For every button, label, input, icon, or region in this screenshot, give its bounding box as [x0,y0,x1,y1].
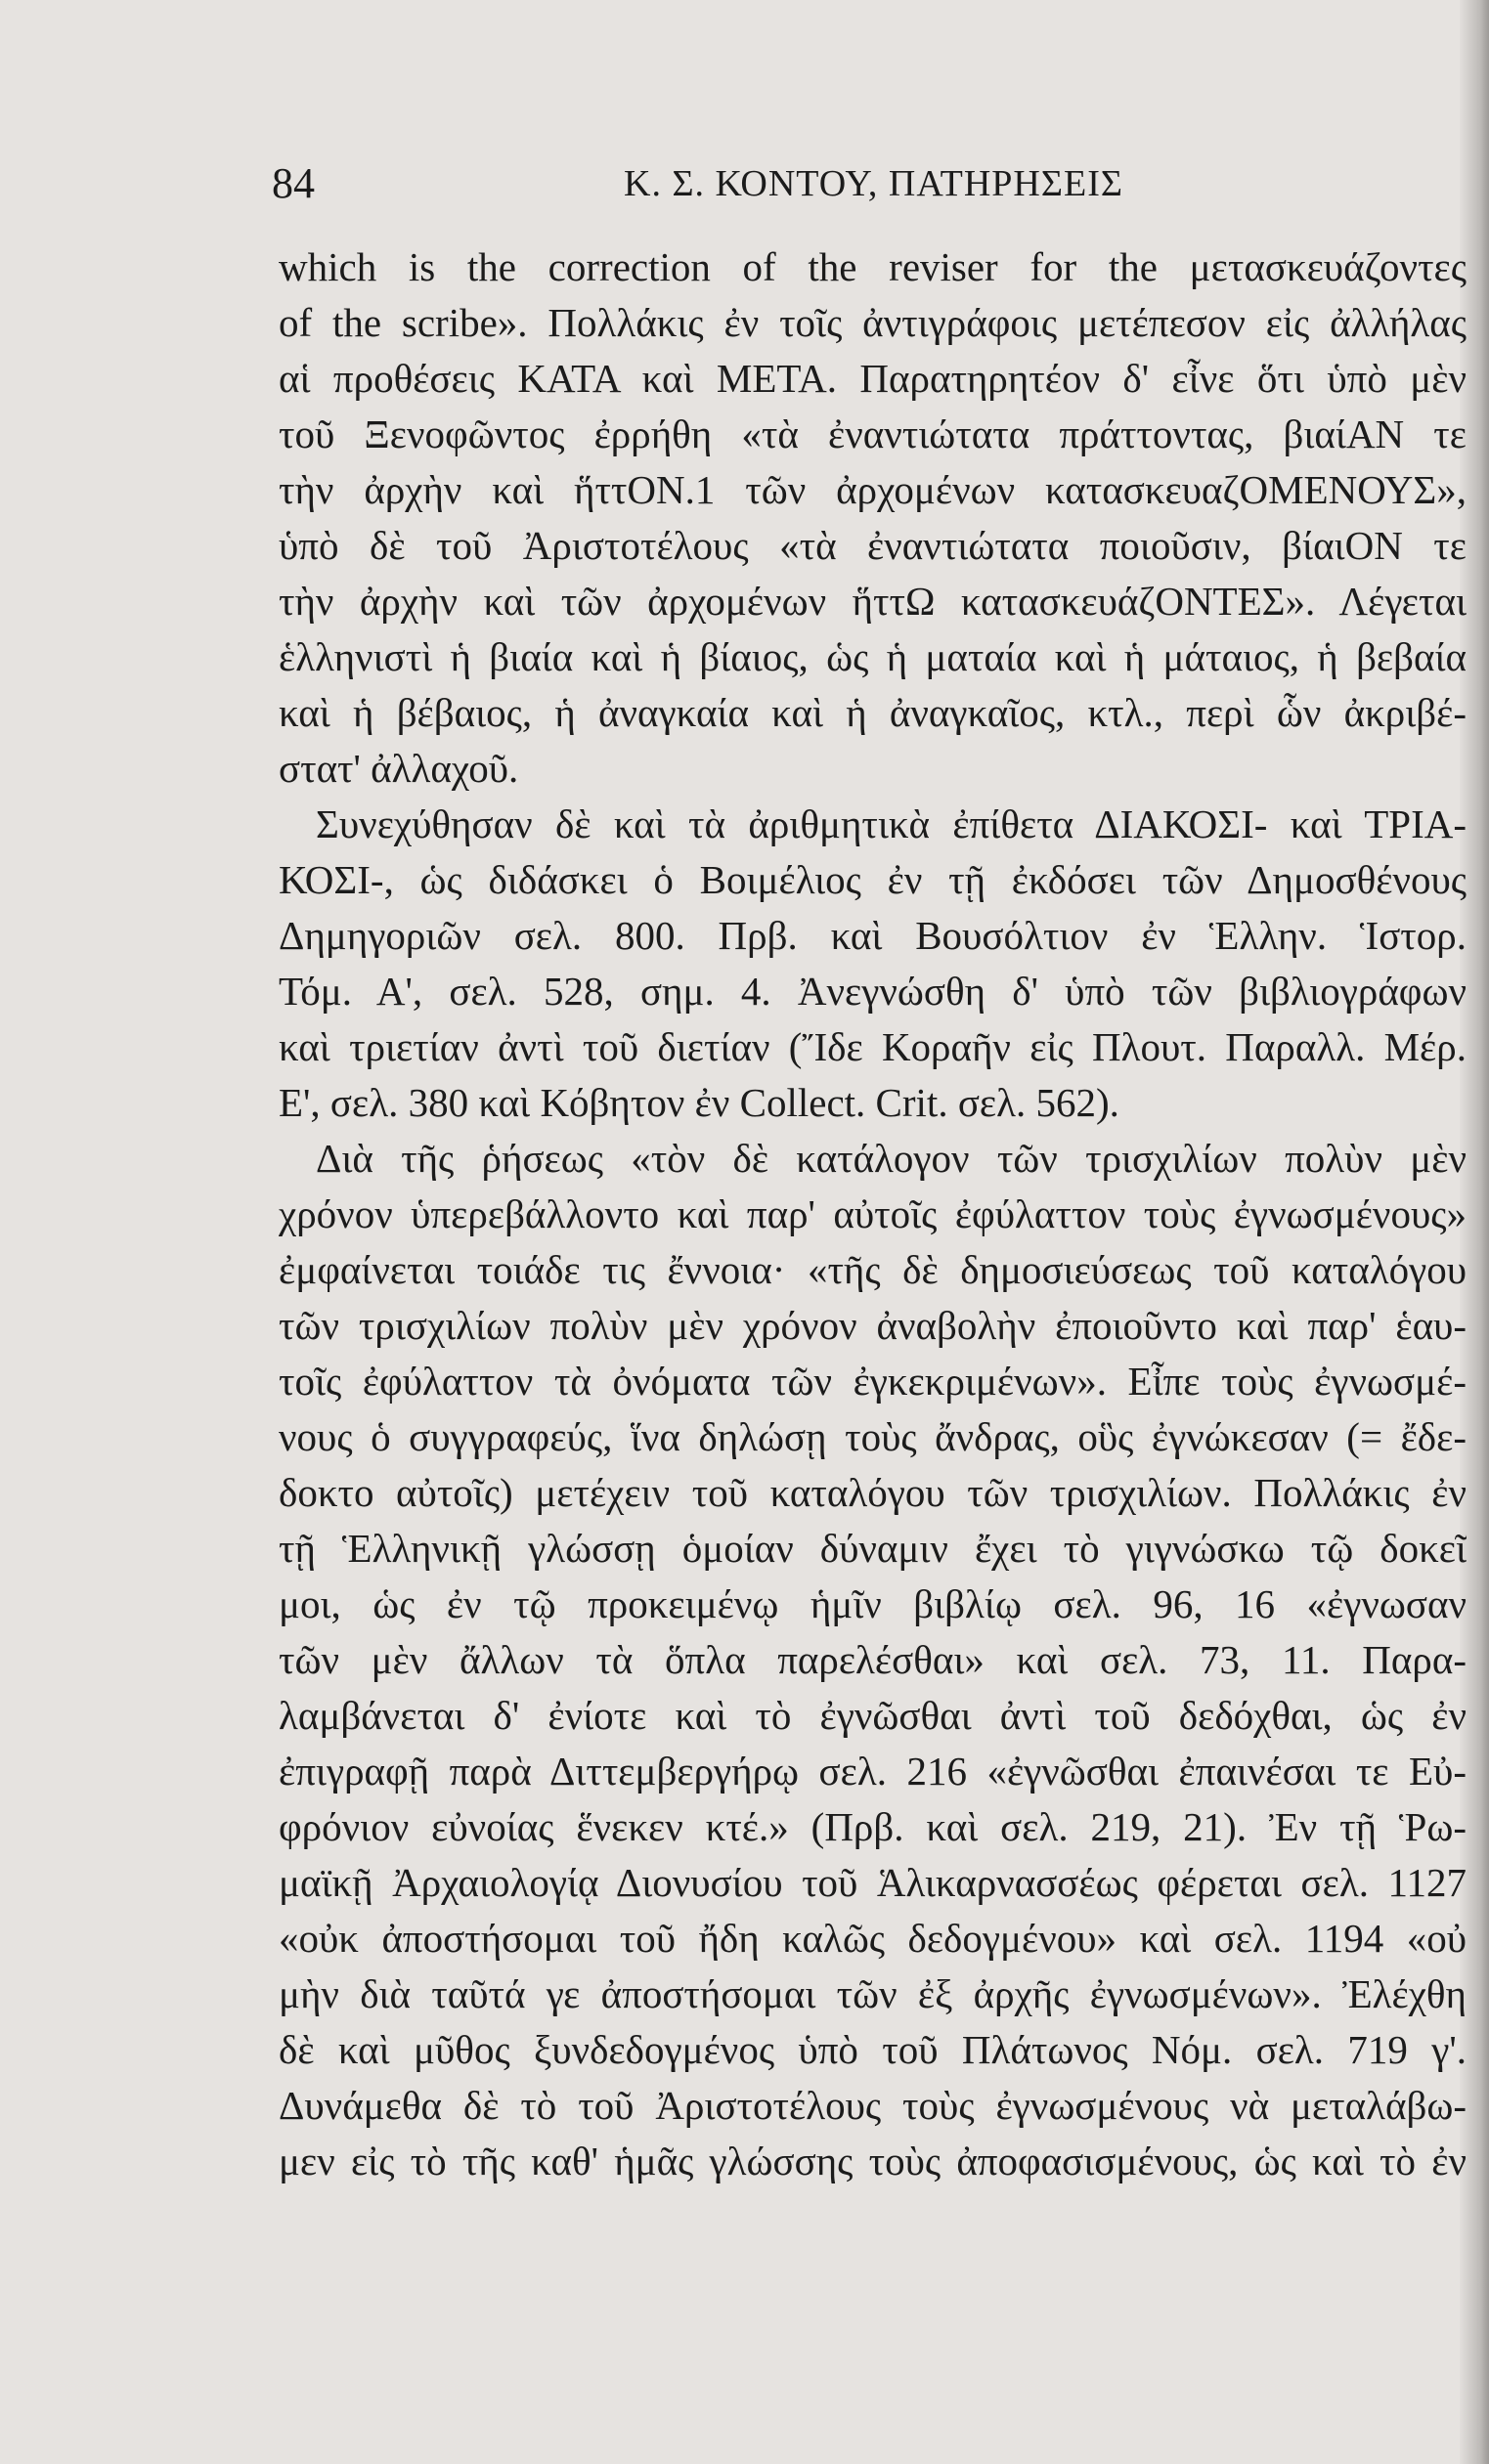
text-line: δὲ καὶ μῦθος ξυνδεδογμένος ὑπὸ τοῦ Πλάτωνος Νόμ. σελ. 719 γ'. [279,2027,1467,2072]
running-head: Κ. Σ. ΚΟΝΤΟΥ, ΠΑΤΗΡΗΣΕΙΣ [624,163,1123,204]
text-line: τῶν μὲν ἄλλων τὰ ὅπλα παρελέσθαι» καὶ σελ. 73, 11. Παρα- [279,1637,1467,1682]
text-line: τῶν τρισχιλίων πολὺν μὲν χρόνον ἀναβολὴν ἐποιοῦντο καὶ παρ' ἑαυ- [279,1303,1467,1348]
text-line: ἑλληνιστὶ ἡ βιαία καὶ ἡ βίαιος, ὡς ἡ ματαία καὶ ἡ μάταιος, ἡ βεβαία [279,634,1467,679]
text-line: ὑπὸ δὲ τοῦ Ἀριστοτέλους «τὰ ἐναντιώτατα ποιοῦσιν, βίαιΟΝ τε [279,523,1467,568]
text-line: τῇ Ἑλληνικῇ γλώσσῃ ὁμοίαν δύναμιν ἔχει τὸ γιγνώσκω τῷ δοκεῖ [279,1526,1467,1571]
text-line: Διὰ τῆς ῥήσεως «τὸν δὲ κατάλογον τῶν τρισχιλίων πολὺν μὲν [316,1136,1467,1181]
text-line: αἱ προθέσεις ΚΑΤΑ καὶ ΜΕΤΑ. Παρατηρητέον δ' εἶνε ὅτι ὑπὸ μὲν [279,356,1467,401]
text-line: Συνεχύθησαν δὲ καὶ τὰ ἀριθμητικὰ ἐπίθετα ΔΙΑΚΟΣΙ- καὶ ΤΡΙΑ- [316,801,1467,846]
text-line: μὴν διὰ ταῦτά γε ἀποστήσομαι τῶν ἐξ ἀρχῆς ἐγνωσμένων». Ἐλέχθη [279,1971,1467,2016]
text-line: στατ' ἀλλαχοῦ. [279,746,519,791]
text-line: τοῦ Ξενοφῶντος ἐρρήθη «τὰ ἐναντιώτατα πράττοντας, βιαίΑΝ τε [279,411,1467,456]
text-line: δοκτο αὐτοῖς) μετέχειν τοῦ καταλόγου τῶν τρισχιλίων. Πολλάκις ἐν [279,1470,1467,1515]
text-line: Δημηγοριῶν σελ. 800. Πρβ. καὶ Βουσόλτιον ἐν Ἑλλην. Ἱστορ. [279,913,1467,958]
text-line: νους ὁ συγγραφεύς, ἵνα δηλώσῃ τοὺς ἄνδρας, οὓς ἐγνώκεσαν (= ἔδε- [279,1414,1467,1459]
text-line: φρόνιον εὐνοίας ἕνεκεν κτέ.» (Πρβ. καὶ σελ. 219, 21). Ἐν τῇ Ῥω- [279,1804,1467,1849]
text-line: μοι, ὡς ἐν τῷ προκειμένῳ ἡμῖν βιβλίῳ σελ. 96, 16 «ἐγνωσαν [279,1581,1467,1626]
text-line: τοῖς ἐφύλαττον τὰ ὀνόματα τῶν ἐγκεκριμένων». Εἶπε τοὺς ἐγνωσμέ- [279,1359,1467,1404]
text-line: μαϊκῇ Ἀρχαιολογίᾳ Διονυσίου τοῦ Ἁλικαρνασσέως φέρεται σελ. 1127 [279,1860,1467,1905]
text-line: ΚΟΣΙ-, ὡς διδάσκει ὁ Βοιμέλιος ἐν τῇ ἐκδόσει τῶν Δημοσθένους [279,857,1467,902]
text-line: Τόμ. Α', σελ. 528, σημ. 4. Ἀνεγνώσθη δ' ὑπὸ τῶν βιβλιογράφων [279,969,1467,1014]
body-text [279,239,1467,2189]
text-line: Δυνάμεθα δὲ τὸ τοῦ Ἀριστοτέλους τοὺς ἐγνωσμένους νὰ μεταλάβω- [279,2083,1467,2128]
text-line: ἐπιγραφῇ παρὰ Διττεμβεργήρῳ σελ. 216 «ἐγνῶσθαι ἐπαινέσαι τε Εὐ- [279,1749,1467,1794]
text-line: καὶ ἡ βέβαιος, ἡ ἀναγκαία καὶ ἡ ἀναγκαῖος, κτλ., περὶ ὧν ἀκριβέ- [279,690,1467,735]
text-line: τὴν ἀρχὴν καὶ τῶν ἀρχομένων ἥττΩ κατασκευάζΟΝΤΕΣ». Λέγεται [279,579,1467,624]
text-line: χρόνον ὑπερεβάλλοντο καὶ παρ' αὐτοῖς ἐφύλαττον τοὺς ἐγνωσμένους» [279,1191,1467,1236]
text-line: καὶ τριετίαν ἀντὶ τοῦ διετίαν (Ἴδε Κοραῆν εἰς Πλουτ. Παραλλ. Μέρ. [279,1024,1467,1069]
text-line: λαμβάνεται δ' ἐνίοτε καὶ τὸ ἐγνῶσθαι ἀντὶ τοῦ δεδόχθαι, ὡς ἐν [279,1693,1467,1738]
text-line: of the scribe». Πολλάκις ἐν τοῖς ἀντιγράφοις μετέπεσον εἰς ἀλλήλας [279,300,1467,345]
text-line: ἐμφαίνεται τοιάδε τις ἔννοια· «τῆς δὲ δημοσιεύσεως τοῦ καταλόγου [279,1247,1467,1292]
text-line: Ε', σελ. 380 καὶ Κόβητον ἐν Collect. Crit. σελ. 562). [279,1080,1119,1125]
page-number: 84 [272,159,315,207]
text-line: which is the correction of the reviser for the μετασκευάζοντες [279,244,1467,289]
text-line: μεν εἰς τὸ τῆς καθ' ἡμᾶς γλώσσης τοὺς ἀποφασισμένους, ὡς καὶ τὸ ἐν [279,2139,1467,2183]
text-line: τὴν ἀρχὴν καὶ ἥττΟΝ.1 τῶν ἀρχομένων κατασκευαζΟΜΕΝΟΥΣ», [279,467,1467,512]
text-line: «οὐκ ἀποστήσομαι τοῦ ἤδη καλῶς δεδογμένου» καὶ σελ. 1194 «οὐ [279,1916,1467,1961]
page-header [272,154,1474,213]
